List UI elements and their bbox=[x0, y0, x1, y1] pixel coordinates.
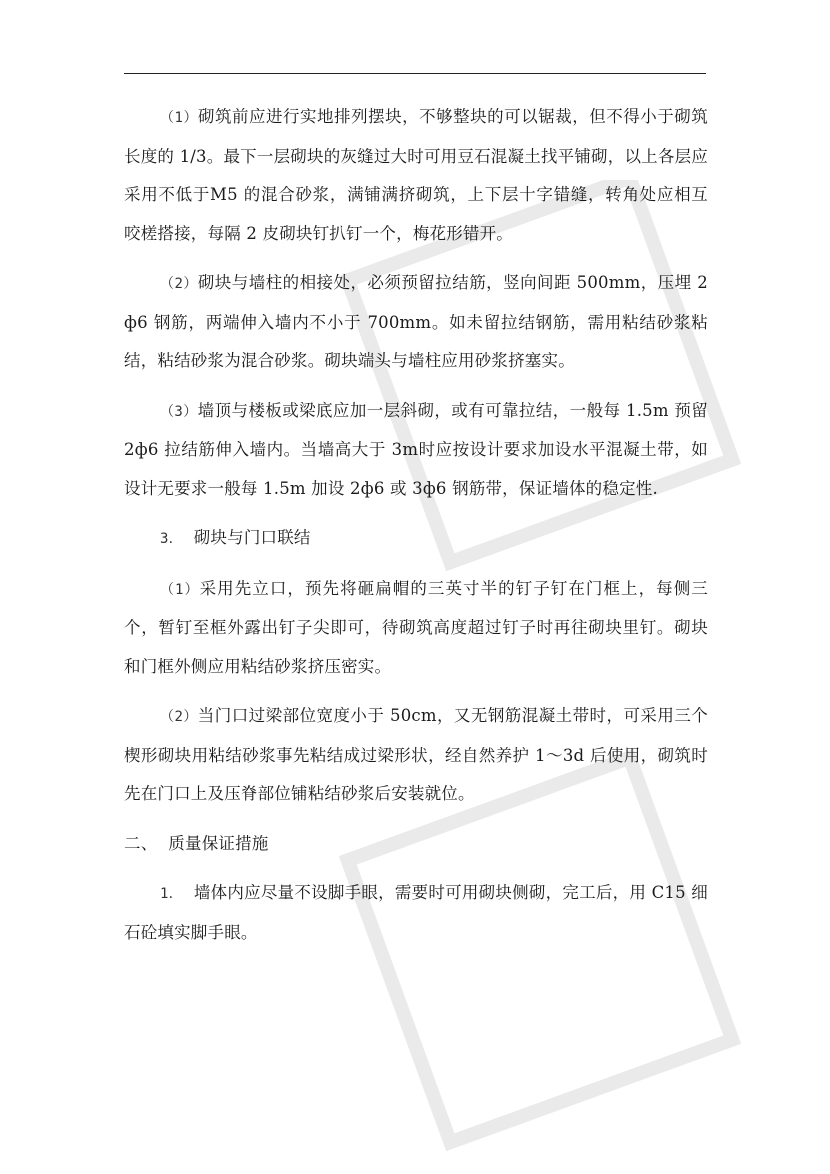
paragraph-4: （1）采用先立口，预先将砸扁帽的三英寸半的钉子钉在门框上，每侧三个，暂钉至框外露出钉子尖即可，待砌筑高度超过钉子时再往砌块里钉。砌块和门框外侧应用粘结砂浆挤压密实。 bbox=[124, 578, 708, 676]
header-rule bbox=[124, 73, 706, 74]
paragraph-2: （2）砌块与墙柱的相接处，必须预留拉结筋，竖向间距 500mm，压埋 2 ф6 钢筋，两端伸入墙内不小于 700mm。如未留拉结钢筋，需用粘结砂浆粘结，粘结砂浆为混合砂浆。砌块端头与墙柱应用砂浆挤塞实。 bbox=[124, 273, 708, 370]
paragraph-3: （3）墙顶与楼板或梁底应加一层斜砌，或有可靠拉结，一般每 1.5m 预留 2ф6 拉结筋伸入墙内。当墙高大于 3m时应按设计要求加设水平混凝土带，如设计无要求一般每 1.5m 加设 2ф6 或 3ф6 钢筋带，保证墙体的稳定性. bbox=[124, 400, 708, 498]
document-body bbox=[124, 98, 708, 963]
section-heading-quality: 二、 质量保证措施 bbox=[124, 833, 269, 853]
section-heading-3: 3． 砌块与门口联结 bbox=[160, 528, 311, 547]
paragraph-5: （2）当门口过梁部位宽度小于 50cm，又无钢筋混凝土带时，可采用三个楔形砌块用粘结砂浆事先粘结成过梁形状，经自然养护 1～3d 后使用，砌筑时先在门口上及压脊部位铺粘结砂浆后安装就位。 bbox=[124, 706, 708, 803]
paragraph-6: 1． 墙体内应尽量不设脚手眼，需要时可用砌块侧砌，完工后，用 C15 细石砼填实脚手眼。 bbox=[124, 883, 708, 942]
paragraph-1: （1）砌筑前应进行实地排列摆块，不够整块的可以锯裁，但不得小于砌筑长度的 1/3。最下一层砌块的灰缝过大时可用豆石混凝土找平铺砌，以上各层应采用不低于M5 的混合砂浆，满铺满挤砌筑，上下层十字错缝，转角处应相互咬槎搭接，每隔 2 皮砌块钉扒钉一个，梅花形错开。 bbox=[124, 107, 709, 243]
